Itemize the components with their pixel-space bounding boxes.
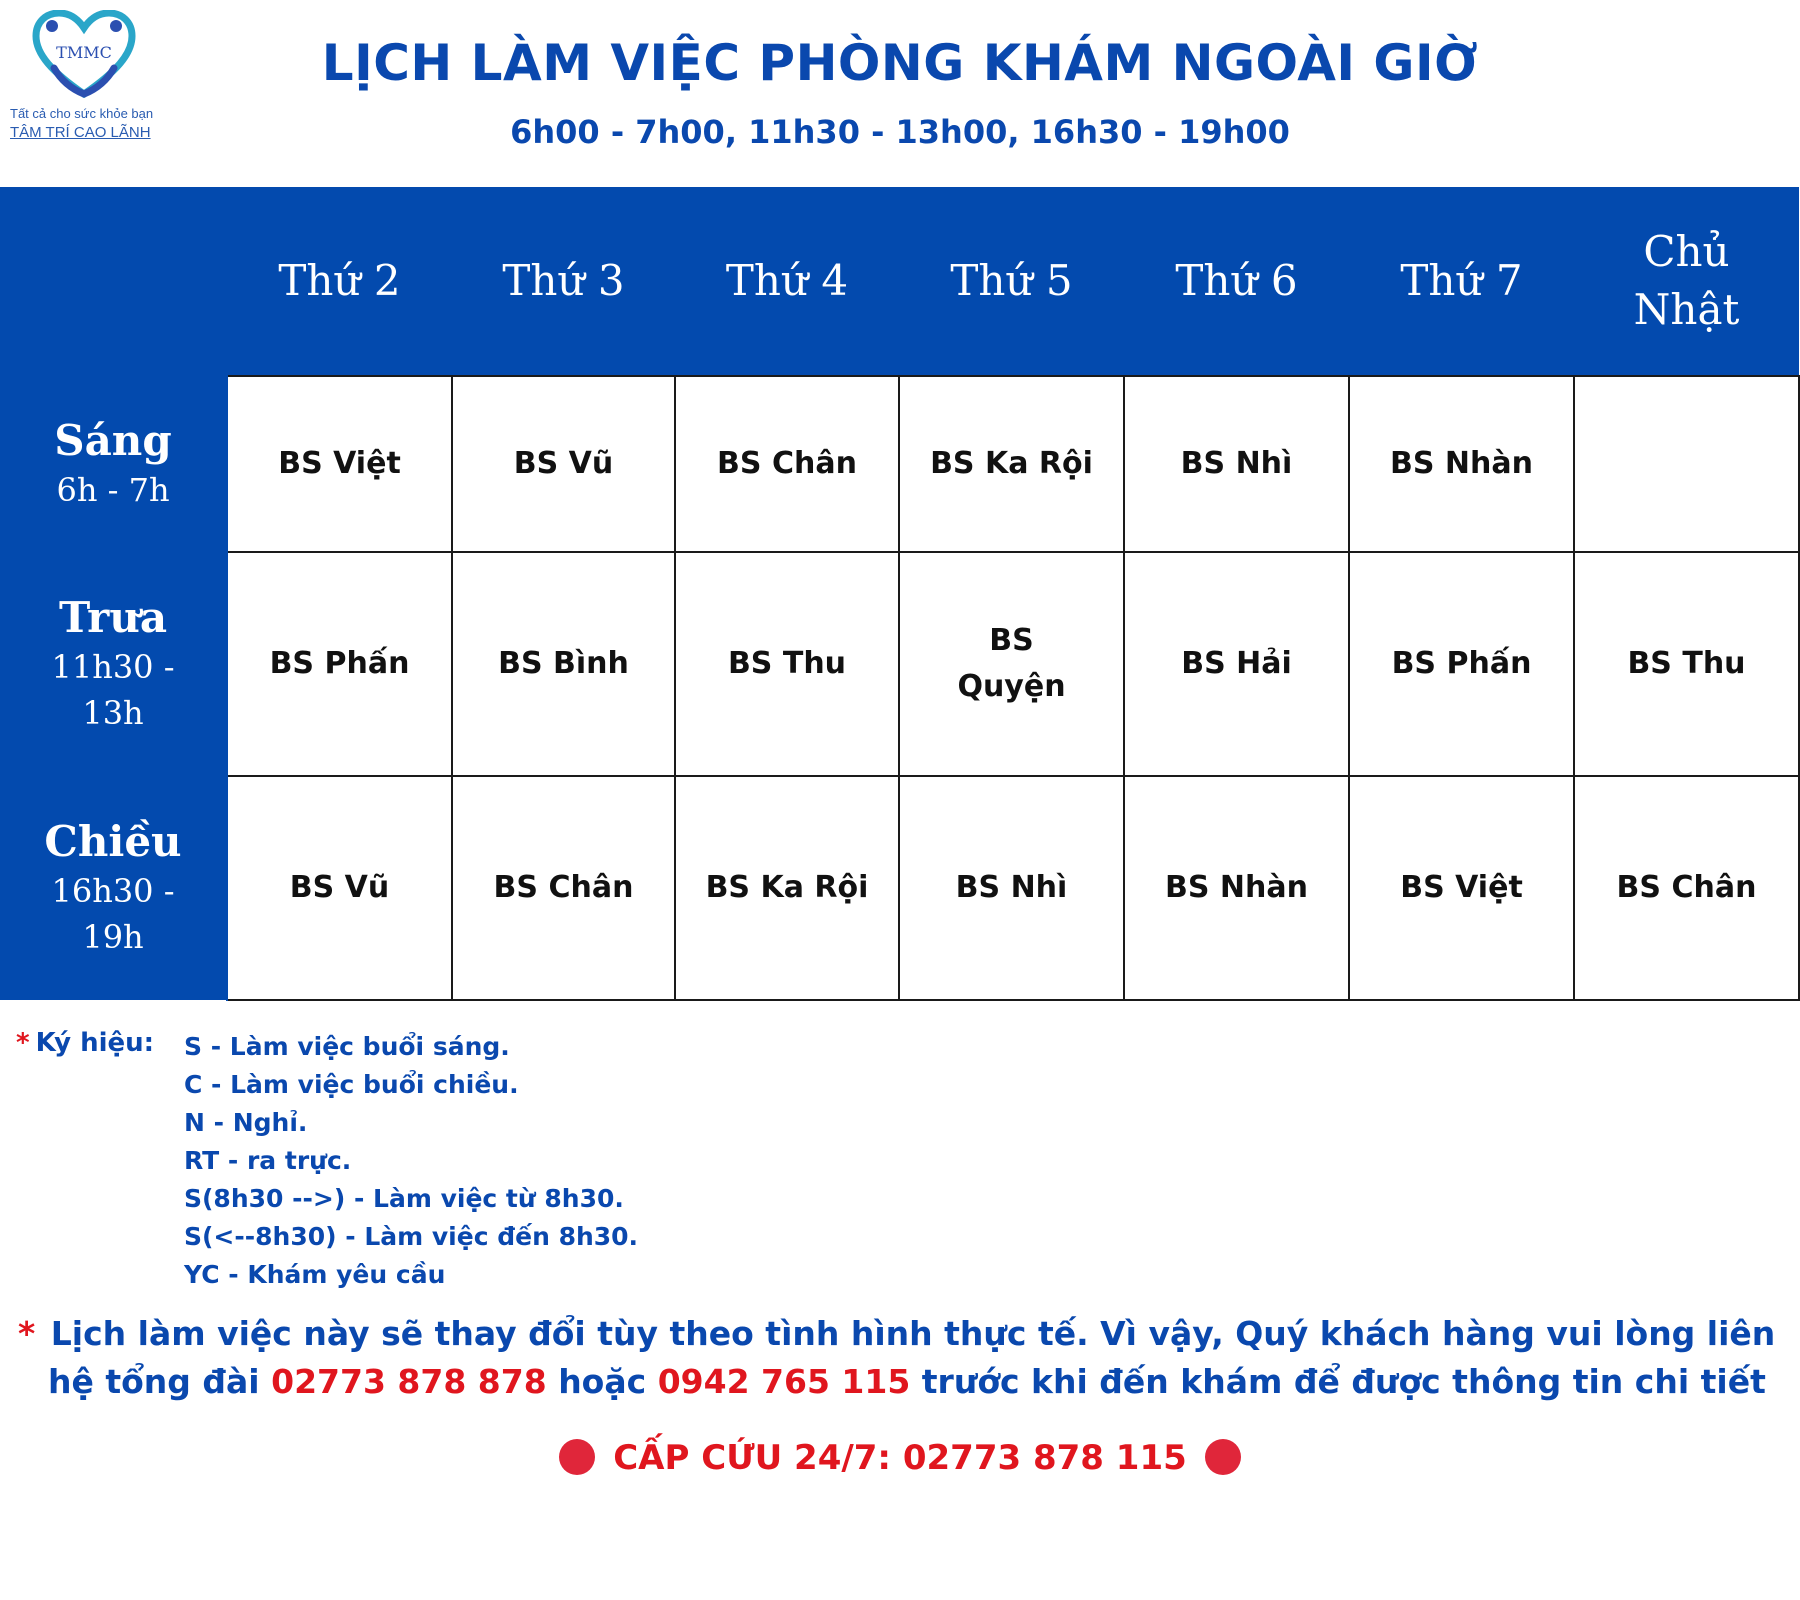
shift-label — [0, 376, 227, 552]
day-header: Thứ 6 — [1124, 187, 1349, 376]
shift-label — [0, 776, 227, 1000]
doctor-cell: BS Chân — [675, 376, 899, 552]
asterisk-mark: * — [16, 1028, 30, 1058]
asterisk-mark: * — [18, 1314, 36, 1353]
doctor-cell: BS Thu — [675, 552, 899, 776]
doctor-cell: BS Ka Rội — [899, 376, 1124, 552]
legend-item: S(<--8h30) - Làm việc đến 8h30. — [184, 1222, 639, 1251]
doctor-cell: BS Phấn — [227, 552, 452, 776]
schedule-notice — [18, 1310, 1788, 1406]
shift-name: Chiều — [44, 817, 182, 866]
mobile-phone[interactable]: 0942 765 115 — [657, 1362, 911, 1401]
doctor-cell: BS Bình — [452, 552, 675, 776]
day-header: Thứ 4 — [675, 187, 899, 376]
red-dot-icon — [1205, 1439, 1241, 1475]
page-subtitle: 6h00 - 7h00, 11h30 - 13h00, 16h30 - 19h00 — [510, 113, 1290, 151]
legend-item: N - Nghỉ. — [184, 1108, 308, 1137]
shift-time: 16h30 - 19h — [51, 872, 175, 956]
doctor-cell: BS Việt — [1349, 776, 1574, 1000]
legend-title: Ký hiệu: — [35, 1028, 155, 1058]
doctor-cell: BS Nhàn — [1349, 376, 1574, 552]
day-header: Chủ Nhật — [1574, 187, 1799, 376]
day-header: Thứ 7 — [1349, 187, 1574, 376]
emergency-text[interactable]: CẤP CỨU 24/7: 02773 878 115 — [613, 1438, 1187, 1478]
shift-label — [0, 552, 227, 776]
shift-time: 6h - 7h — [56, 471, 170, 509]
day-header-row — [0, 187, 1799, 376]
notice-text: Lịch làm việc này sẽ thay đổi tùy theo tình hình thực tế. Vì vậy, Quý khách hàng vui lòng liên — [50, 1314, 1776, 1353]
doctor-cell: BS Thu — [1574, 552, 1799, 776]
doctor-cell: BS Chân — [452, 776, 675, 1000]
legend-item: S(8h30 -->) - Làm việc từ 8h30. — [184, 1184, 624, 1213]
notice-text: hoặc — [558, 1362, 647, 1401]
day-header: Thứ 5 — [899, 187, 1124, 376]
legend-list — [184, 1028, 638, 1294]
doctor-cell: BS Nhàn — [1124, 776, 1349, 1000]
schedule-table — [0, 187, 1799, 997]
legend-item: C - Làm việc buổi chiều. — [184, 1070, 519, 1099]
header-corner — [0, 187, 227, 376]
legend-item: YC - Khám yêu cầu — [184, 1260, 446, 1289]
day-header: Thứ 3 — [452, 187, 675, 376]
doctor-cell: BS Nhì — [1124, 376, 1349, 552]
notice-text: trước khi đến khám để được thông tin chi tiết — [921, 1362, 1766, 1401]
notice-text: hệ tổng đài — [48, 1362, 260, 1401]
shift-name: Sáng — [54, 416, 172, 465]
doctor-cell — [1574, 376, 1799, 552]
page-title: LỊCH LÀM VIỆC PHÒNG KHÁM NGOÀI GIỜ — [321, 34, 1479, 92]
doctor-cell: BS Ka Rội — [675, 776, 899, 1000]
doctor-cell: BS Nhì — [899, 776, 1124, 1000]
shift-time: 11h30 - 13h — [51, 648, 175, 732]
doctor-cell: BS Vũ — [452, 376, 675, 552]
doctor-cell: BS Hải — [1124, 552, 1349, 776]
logo-name: TÂM TRÍ CAO LÃNH — [10, 124, 151, 141]
hotline-phone[interactable]: 02773 878 878 — [271, 1362, 547, 1401]
emergency-hotline — [0, 1438, 1800, 1478]
doctor-cell: BS Vũ — [227, 776, 452, 1000]
notice-line-2 — [18, 1358, 1788, 1406]
doctor-cell: BS Việt — [227, 376, 452, 552]
day-header: Thứ 2 — [227, 187, 452, 376]
shift-row-chieu — [0, 776, 1799, 1000]
doctor-cell: BS Chân — [1574, 776, 1799, 1000]
doctor-cell: BS Phấn — [1349, 552, 1574, 776]
legend-label — [16, 1028, 154, 1058]
logo-mark: TMMC — [56, 43, 112, 62]
red-dot-icon — [559, 1439, 595, 1475]
shift-name: Trưa — [58, 593, 168, 642]
legend-item: S - Làm việc buổi sáng. — [184, 1032, 510, 1061]
shift-row-sang — [0, 376, 1799, 552]
logo-tagline: Tất cả cho sức khỏe bạn — [10, 106, 154, 121]
shift-row-trua — [0, 552, 1799, 776]
doctor-cell: BS Quyện — [899, 552, 1124, 776]
legend-item: RT - ra trực. — [184, 1146, 352, 1175]
